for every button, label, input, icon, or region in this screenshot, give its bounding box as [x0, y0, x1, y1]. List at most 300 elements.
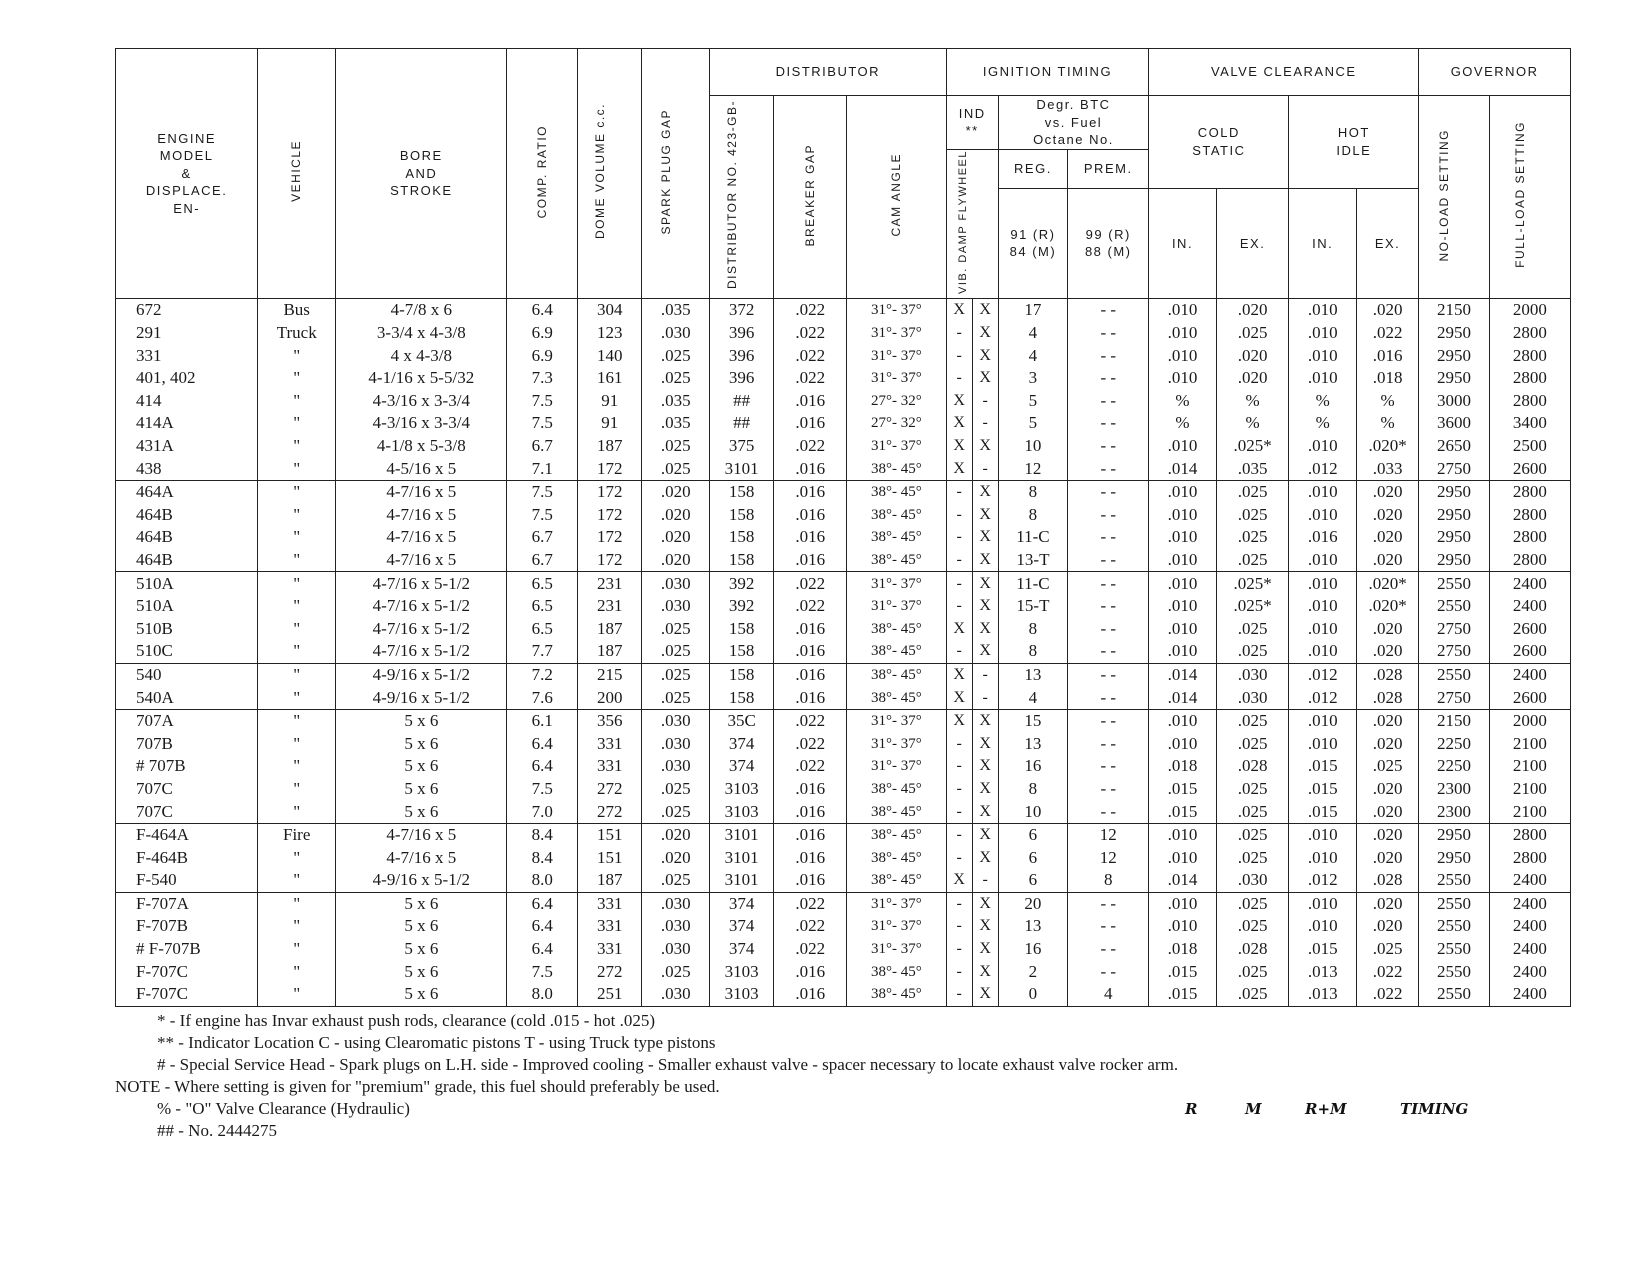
cell-bore-stroke: 4-3/16 x 3-3/4 — [336, 412, 507, 435]
cell-spark-plug-gap: .035 — [642, 299, 710, 322]
cell-spark-plug-gap: .035 — [642, 412, 710, 435]
cell-comp-ratio: 6.5 — [507, 572, 578, 595]
cell-cold-in: .014 — [1149, 686, 1217, 709]
header-hot-ex: EX. — [1356, 188, 1418, 298]
footnote-percent: % - "O" Valve Clearance (Hydraulic) — [157, 1099, 410, 1118]
cell-hot-ex: .020 — [1356, 617, 1418, 640]
header-vib-damp-flywheel: VIB. DAMP FLYWHEEL — [946, 149, 998, 299]
cell-dome-volume: 331 — [578, 938, 642, 961]
cell-spark-plug-gap: .020 — [642, 480, 710, 503]
table-row — [116, 322, 1571, 345]
cell-breaker-gap: .022 — [774, 892, 847, 915]
cell-hot-ex: .020 — [1356, 823, 1418, 846]
cell-vib-damp: X — [972, 617, 998, 640]
cell-hot-ex: .020* — [1356, 595, 1418, 618]
cell-spark-plug-gap: .020 — [642, 846, 710, 869]
cell-cam-angle: 38°- 45° — [847, 457, 947, 480]
cell-full-load: 2400 — [1489, 915, 1570, 938]
cell-no-load: 2300 — [1419, 800, 1490, 823]
cell-hot-ex: .022 — [1356, 983, 1418, 1006]
cell-ind: - — [946, 800, 972, 823]
cell-vehicle: " — [258, 549, 336, 572]
table-row — [116, 549, 1571, 572]
cell-ind: X — [946, 390, 972, 413]
cell-cam-angle: 31°- 37° — [847, 299, 947, 322]
cell-cam-angle: 31°- 37° — [847, 892, 947, 915]
table-row — [116, 892, 1571, 915]
cell-breaker-gap: .016 — [774, 412, 847, 435]
cell-full-load: 2400 — [1489, 869, 1570, 892]
cell-hot-in: .010 — [1289, 322, 1357, 345]
cell-hot-in: .010 — [1289, 480, 1357, 503]
cell-bore-stroke: 5 x 6 — [336, 732, 507, 755]
cell-no-load: 2950 — [1419, 504, 1490, 527]
cell-ind: - — [946, 960, 972, 983]
cell-cam-angle: 31°- 37° — [847, 344, 947, 367]
cell-cold-ex: .025 — [1216, 983, 1289, 1006]
cell-hot-in: .016 — [1289, 526, 1357, 549]
cell-cold-in: % — [1149, 412, 1217, 435]
cell-timing-prem: - - — [1068, 367, 1149, 390]
header-comp-ratio: COMP. RATIO — [507, 49, 578, 299]
header-no-load-setting: NO-LOAD SETTING — [1419, 96, 1490, 299]
cell-spark-plug-gap: .025 — [642, 869, 710, 892]
cell-comp-ratio: 7.5 — [507, 960, 578, 983]
cell-cold-in: .010 — [1149, 640, 1217, 663]
cell-distributor-no: 3101 — [709, 823, 773, 846]
cell-ind: - — [946, 778, 972, 801]
cell-cold-ex: .030 — [1216, 869, 1289, 892]
cell-vehicle: " — [258, 800, 336, 823]
cell-vib-damp: X — [972, 800, 998, 823]
header-engine-model: ENGINE MODEL & DISPLACE. EN- — [116, 49, 258, 299]
table-row — [116, 390, 1571, 413]
cell-timing-reg: 3 — [998, 367, 1068, 390]
cell-engine-model: 401, 402 — [116, 367, 258, 390]
cell-timing-prem: - - — [1068, 800, 1149, 823]
cell-distributor-no: 3103 — [709, 983, 773, 1006]
cell-breaker-gap: .016 — [774, 800, 847, 823]
cell-hot-ex: .022 — [1356, 322, 1418, 345]
cell-cold-in: .014 — [1149, 663, 1217, 686]
cell-hot-ex: .033 — [1356, 457, 1418, 480]
cell-full-load: 2100 — [1489, 800, 1570, 823]
cell-cam-angle: 38°- 45° — [847, 823, 947, 846]
cell-cold-in: .010 — [1149, 299, 1217, 322]
cell-engine-model: 510A — [116, 572, 258, 595]
cell-distributor-no: 396 — [709, 367, 773, 390]
cell-bore-stroke: 4-7/16 x 5-1/2 — [336, 572, 507, 595]
cell-vib-damp: X — [972, 526, 998, 549]
cell-comp-ratio: 8.0 — [507, 983, 578, 1006]
cell-distributor-no: 396 — [709, 322, 773, 345]
cell-vehicle: " — [258, 526, 336, 549]
cell-breaker-gap: .022 — [774, 322, 847, 345]
cell-hot-in: .013 — [1289, 960, 1357, 983]
cell-cold-ex: .025 — [1216, 800, 1289, 823]
table-row — [116, 412, 1571, 435]
cell-cam-angle: 31°- 37° — [847, 572, 947, 595]
cell-timing-prem: 12 — [1068, 846, 1149, 869]
cell-no-load: 2950 — [1419, 846, 1490, 869]
cell-cold-ex: .025 — [1216, 823, 1289, 846]
cell-full-load: 2100 — [1489, 778, 1570, 801]
cell-cam-angle: 27°- 32° — [847, 390, 947, 413]
cell-hot-ex: .020 — [1356, 846, 1418, 869]
cell-engine-model: F-707C — [116, 983, 258, 1006]
cell-breaker-gap: .022 — [774, 915, 847, 938]
cell-ind: - — [946, 572, 972, 595]
handwritten-m: M — [1245, 1100, 1262, 1118]
cell-cold-ex: .030 — [1216, 663, 1289, 686]
cell-full-load: 2600 — [1489, 640, 1570, 663]
cell-cold-ex: .020 — [1216, 367, 1289, 390]
cell-engine-model: F-707C — [116, 960, 258, 983]
cell-distributor-no: 374 — [709, 892, 773, 915]
cell-cold-in: .010 — [1149, 892, 1217, 915]
cell-cam-angle: 31°- 37° — [847, 595, 947, 618]
cell-hot-in: % — [1289, 412, 1357, 435]
cell-spark-plug-gap: .030 — [642, 755, 710, 778]
cell-full-load: 2400 — [1489, 960, 1570, 983]
cell-timing-prem: - - — [1068, 322, 1149, 345]
cell-breaker-gap: .016 — [774, 480, 847, 503]
cell-cam-angle: 38°- 45° — [847, 640, 947, 663]
cell-cold-ex: % — [1216, 412, 1289, 435]
cell-cold-in: .010 — [1149, 504, 1217, 527]
cell-vib-damp: X — [972, 732, 998, 755]
cell-cam-angle: 38°- 45° — [847, 663, 947, 686]
cell-hot-ex: .020 — [1356, 709, 1418, 732]
cell-comp-ratio: 6.9 — [507, 344, 578, 367]
cell-cold-in: .010 — [1149, 549, 1217, 572]
cell-ind: X — [946, 709, 972, 732]
cell-cold-in: .010 — [1149, 435, 1217, 458]
cell-timing-prem: - - — [1068, 663, 1149, 686]
cell-cold-in: .015 — [1149, 800, 1217, 823]
cell-timing-reg: 15 — [998, 709, 1068, 732]
table-row — [116, 778, 1571, 801]
cell-comp-ratio: 6.4 — [507, 938, 578, 961]
cell-full-load: 2100 — [1489, 732, 1570, 755]
header-prem-octane: 99 (R) 88 (M) — [1068, 188, 1149, 298]
cell-bore-stroke: 4-7/16 x 5-1/2 — [336, 595, 507, 618]
cell-timing-reg: 8 — [998, 480, 1068, 503]
cell-comp-ratio: 7.3 — [507, 367, 578, 390]
cell-distributor-no: 3101 — [709, 869, 773, 892]
cell-no-load: 2950 — [1419, 549, 1490, 572]
cell-cold-ex: .025 — [1216, 846, 1289, 869]
cell-hot-in: .010 — [1289, 915, 1357, 938]
cell-timing-prem: - - — [1068, 640, 1149, 663]
cell-timing-reg: 13 — [998, 732, 1068, 755]
cell-timing-reg: 13-T — [998, 549, 1068, 572]
cell-ind: X — [946, 299, 972, 322]
cell-no-load: 2300 — [1419, 778, 1490, 801]
header-distributor-group: DISTRIBUTOR — [709, 49, 946, 96]
cell-dome-volume: 161 — [578, 367, 642, 390]
footnote-note: NOTE - Where setting is given for "premium" grade, this fuel should preferably be used. — [115, 1077, 720, 1096]
table-row — [116, 983, 1571, 1006]
cell-ind: - — [946, 915, 972, 938]
cell-engine-model: 510A — [116, 595, 258, 618]
cell-cold-in: .015 — [1149, 778, 1217, 801]
cell-engine-model: 707A — [116, 709, 258, 732]
cell-no-load: 2150 — [1419, 299, 1490, 322]
cell-timing-prem: - - — [1068, 960, 1149, 983]
cell-vehicle: " — [258, 435, 336, 458]
cell-hot-in: .013 — [1289, 983, 1357, 1006]
cell-hot-in: .012 — [1289, 869, 1357, 892]
cell-distributor-no: ## — [709, 412, 773, 435]
cell-bore-stroke: 4-7/16 x 5 — [336, 526, 507, 549]
cell-breaker-gap: .016 — [774, 617, 847, 640]
cell-vehicle: " — [258, 504, 336, 527]
cell-vehicle: " — [258, 686, 336, 709]
cell-spark-plug-gap: .025 — [642, 435, 710, 458]
table-row — [116, 960, 1571, 983]
cell-hot-ex: .020 — [1356, 549, 1418, 572]
cell-vehicle: " — [258, 480, 336, 503]
cell-comp-ratio: 6.1 — [507, 709, 578, 732]
table-row — [116, 526, 1571, 549]
cell-cold-ex: .028 — [1216, 938, 1289, 961]
cell-no-load: 3000 — [1419, 390, 1490, 413]
cell-dome-volume: 231 — [578, 572, 642, 595]
table-body — [116, 299, 1571, 1006]
cell-cam-angle: 38°- 45° — [847, 846, 947, 869]
cell-cold-ex: .025* — [1216, 595, 1289, 618]
cell-bore-stroke: 4-7/16 x 5 — [336, 480, 507, 503]
cell-breaker-gap: .016 — [774, 526, 847, 549]
cell-dome-volume: 215 — [578, 663, 642, 686]
cell-spark-plug-gap: .030 — [642, 595, 710, 618]
cell-timing-prem: - - — [1068, 390, 1149, 413]
cell-no-load: 2550 — [1419, 915, 1490, 938]
cell-cold-in: .018 — [1149, 938, 1217, 961]
cell-bore-stroke: 4-5/16 x 5 — [336, 457, 507, 480]
cell-timing-prem: - - — [1068, 412, 1149, 435]
cell-timing-prem: - - — [1068, 572, 1149, 595]
cell-engine-model: 707B — [116, 732, 258, 755]
cell-comp-ratio: 7.7 — [507, 640, 578, 663]
header-breaker-gap: BREAKER GAP — [774, 96, 847, 299]
cell-dome-volume: 123 — [578, 322, 642, 345]
cell-engine-model: 464B — [116, 549, 258, 572]
cell-cold-in: .010 — [1149, 846, 1217, 869]
cell-dome-volume: 251 — [578, 983, 642, 1006]
cell-ind: - — [946, 846, 972, 869]
header-cam-angle: CAM ANGLE — [847, 96, 947, 299]
cell-full-load: 2400 — [1489, 938, 1570, 961]
cell-bore-stroke: 4-9/16 x 5-1/2 — [336, 869, 507, 892]
cell-full-load: 2800 — [1489, 526, 1570, 549]
cell-engine-model: 540 — [116, 663, 258, 686]
cell-hot-ex: .020 — [1356, 480, 1418, 503]
table-row — [116, 732, 1571, 755]
cell-full-load: 2100 — [1489, 755, 1570, 778]
cell-bore-stroke: 4-3/16 x 3-3/4 — [336, 390, 507, 413]
cell-bore-stroke: 5 x 6 — [336, 892, 507, 915]
cell-engine-model: 414A — [116, 412, 258, 435]
cell-vib-damp: X — [972, 755, 998, 778]
cell-timing-prem: 8 — [1068, 869, 1149, 892]
cell-vib-damp: - — [972, 663, 998, 686]
cell-breaker-gap: .022 — [774, 755, 847, 778]
cell-cold-ex: .025 — [1216, 709, 1289, 732]
cell-cold-in: .015 — [1149, 960, 1217, 983]
cell-full-load: 2400 — [1489, 595, 1570, 618]
cell-bore-stroke: 5 x 6 — [336, 755, 507, 778]
cell-breaker-gap: .016 — [774, 869, 847, 892]
cell-cold-ex: % — [1216, 390, 1289, 413]
cell-vib-damp: - — [972, 390, 998, 413]
cell-bore-stroke: 5 x 6 — [336, 778, 507, 801]
header-prem: PREM. — [1068, 149, 1149, 188]
cell-dome-volume: 200 — [578, 686, 642, 709]
cell-bore-stroke: 4-9/16 x 5-1/2 — [336, 686, 507, 709]
cell-comp-ratio: 6.4 — [507, 755, 578, 778]
cell-ind: X — [946, 663, 972, 686]
cell-cold-in: .010 — [1149, 572, 1217, 595]
cell-hot-ex: .025 — [1356, 938, 1418, 961]
cell-no-load: 2550 — [1419, 595, 1490, 618]
cell-timing-prem: - - — [1068, 732, 1149, 755]
cell-cold-in: .010 — [1149, 480, 1217, 503]
cell-no-load: 2950 — [1419, 344, 1490, 367]
cell-dome-volume: 331 — [578, 915, 642, 938]
cell-comp-ratio: 7.1 — [507, 457, 578, 480]
header-cold-ex: EX. — [1216, 188, 1289, 298]
cell-cold-in: .010 — [1149, 595, 1217, 618]
cell-vehicle: " — [258, 892, 336, 915]
cell-cold-in: .010 — [1149, 344, 1217, 367]
table-row — [116, 663, 1571, 686]
cell-timing-reg: 16 — [998, 755, 1068, 778]
cell-ind: - — [946, 892, 972, 915]
cell-breaker-gap: .016 — [774, 549, 847, 572]
cell-distributor-no: ## — [709, 390, 773, 413]
cell-timing-reg: 6 — [998, 846, 1068, 869]
cell-timing-prem: - - — [1068, 344, 1149, 367]
cell-full-load: 2800 — [1489, 504, 1570, 527]
cell-cam-angle: 31°- 37° — [847, 435, 947, 458]
cell-comp-ratio: 6.4 — [507, 892, 578, 915]
cell-bore-stroke: 4-7/16 x 5 — [336, 549, 507, 572]
cell-vib-damp: X — [972, 480, 998, 503]
cell-timing-reg: 6 — [998, 869, 1068, 892]
cell-bore-stroke: 4-7/16 x 5 — [336, 823, 507, 846]
cell-vib-damp: X — [972, 892, 998, 915]
cell-no-load: 2250 — [1419, 732, 1490, 755]
table-row — [116, 915, 1571, 938]
cell-hot-ex: .028 — [1356, 663, 1418, 686]
cell-breaker-gap: .016 — [774, 390, 847, 413]
cell-engine-model: # F-707B — [116, 938, 258, 961]
cell-dome-volume: 187 — [578, 617, 642, 640]
cell-dome-volume: 140 — [578, 344, 642, 367]
cell-cold-ex: .025 — [1216, 504, 1289, 527]
cell-bore-stroke: 4 x 4-3/8 — [336, 344, 507, 367]
cell-hot-ex: .020* — [1356, 572, 1418, 595]
cell-ind: X — [946, 412, 972, 435]
cell-cam-angle: 38°- 45° — [847, 869, 947, 892]
cell-spark-plug-gap: .025 — [642, 663, 710, 686]
cell-engine-model: 414 — [116, 390, 258, 413]
cell-ind: - — [946, 322, 972, 345]
cell-timing-prem: - - — [1068, 755, 1149, 778]
cell-dome-volume: 272 — [578, 960, 642, 983]
cell-vib-damp: X — [972, 846, 998, 869]
cell-timing-reg: 5 — [998, 390, 1068, 413]
cell-timing-reg: 2 — [998, 960, 1068, 983]
cell-hot-in: .010 — [1289, 504, 1357, 527]
cell-cold-ex: .025 — [1216, 778, 1289, 801]
cell-vib-damp: - — [972, 457, 998, 480]
cell-no-load: 2950 — [1419, 367, 1490, 390]
cell-full-load: 2800 — [1489, 322, 1570, 345]
cell-distributor-no: 392 — [709, 572, 773, 595]
cell-full-load: 2800 — [1489, 390, 1570, 413]
footnote-asterisk: * - If engine has Invar exhaust push rods, clearance (cold .015 - hot .025) — [157, 1011, 656, 1030]
cell-cam-angle: 38°- 45° — [847, 686, 947, 709]
cell-distributor-no: 374 — [709, 755, 773, 778]
cell-vehicle: " — [258, 778, 336, 801]
cell-spark-plug-gap: .030 — [642, 938, 710, 961]
cell-hot-ex: .018 — [1356, 367, 1418, 390]
cell-comp-ratio: 6.7 — [507, 526, 578, 549]
cell-ind: X — [946, 457, 972, 480]
cell-full-load: 2800 — [1489, 549, 1570, 572]
cell-dome-volume: 172 — [578, 549, 642, 572]
cell-vehicle: " — [258, 915, 336, 938]
cell-cold-in: .018 — [1149, 755, 1217, 778]
cell-ind: X — [946, 435, 972, 458]
cell-cold-ex: .025 — [1216, 549, 1289, 572]
cell-dome-volume: 356 — [578, 709, 642, 732]
cell-cold-ex: .025 — [1216, 892, 1289, 915]
cell-vehicle: " — [258, 732, 336, 755]
cell-vib-damp: X — [972, 299, 998, 322]
cell-hot-in: .010 — [1289, 367, 1357, 390]
cell-spark-plug-gap: .025 — [642, 640, 710, 663]
cell-spark-plug-gap: .035 — [642, 390, 710, 413]
cell-hot-in: .010 — [1289, 595, 1357, 618]
table-row — [116, 504, 1571, 527]
cell-vib-damp: X — [972, 435, 998, 458]
cell-comp-ratio: 6.4 — [507, 299, 578, 322]
handwritten-timing: TIMING — [1400, 1100, 1469, 1118]
cell-engine-model: 431A — [116, 435, 258, 458]
cell-dome-volume: 272 — [578, 800, 642, 823]
cell-timing-reg: 15-T — [998, 595, 1068, 618]
cell-ind: - — [946, 938, 972, 961]
cell-ind: - — [946, 640, 972, 663]
cell-dome-volume: 231 — [578, 595, 642, 618]
cell-distributor-no: 396 — [709, 344, 773, 367]
cell-spark-plug-gap: .030 — [642, 915, 710, 938]
cell-full-load: 2600 — [1489, 617, 1570, 640]
cell-engine-model: F-707B — [116, 915, 258, 938]
cell-ind: - — [946, 367, 972, 390]
cell-timing-reg: 16 — [998, 938, 1068, 961]
cell-timing-reg: 12 — [998, 457, 1068, 480]
header-valve-clearance-group: VALVE CLEARANCE — [1149, 49, 1419, 96]
cell-vib-damp: X — [972, 344, 998, 367]
cell-vehicle: " — [258, 869, 336, 892]
cell-breaker-gap: .022 — [774, 938, 847, 961]
cell-spark-plug-gap: .025 — [642, 960, 710, 983]
